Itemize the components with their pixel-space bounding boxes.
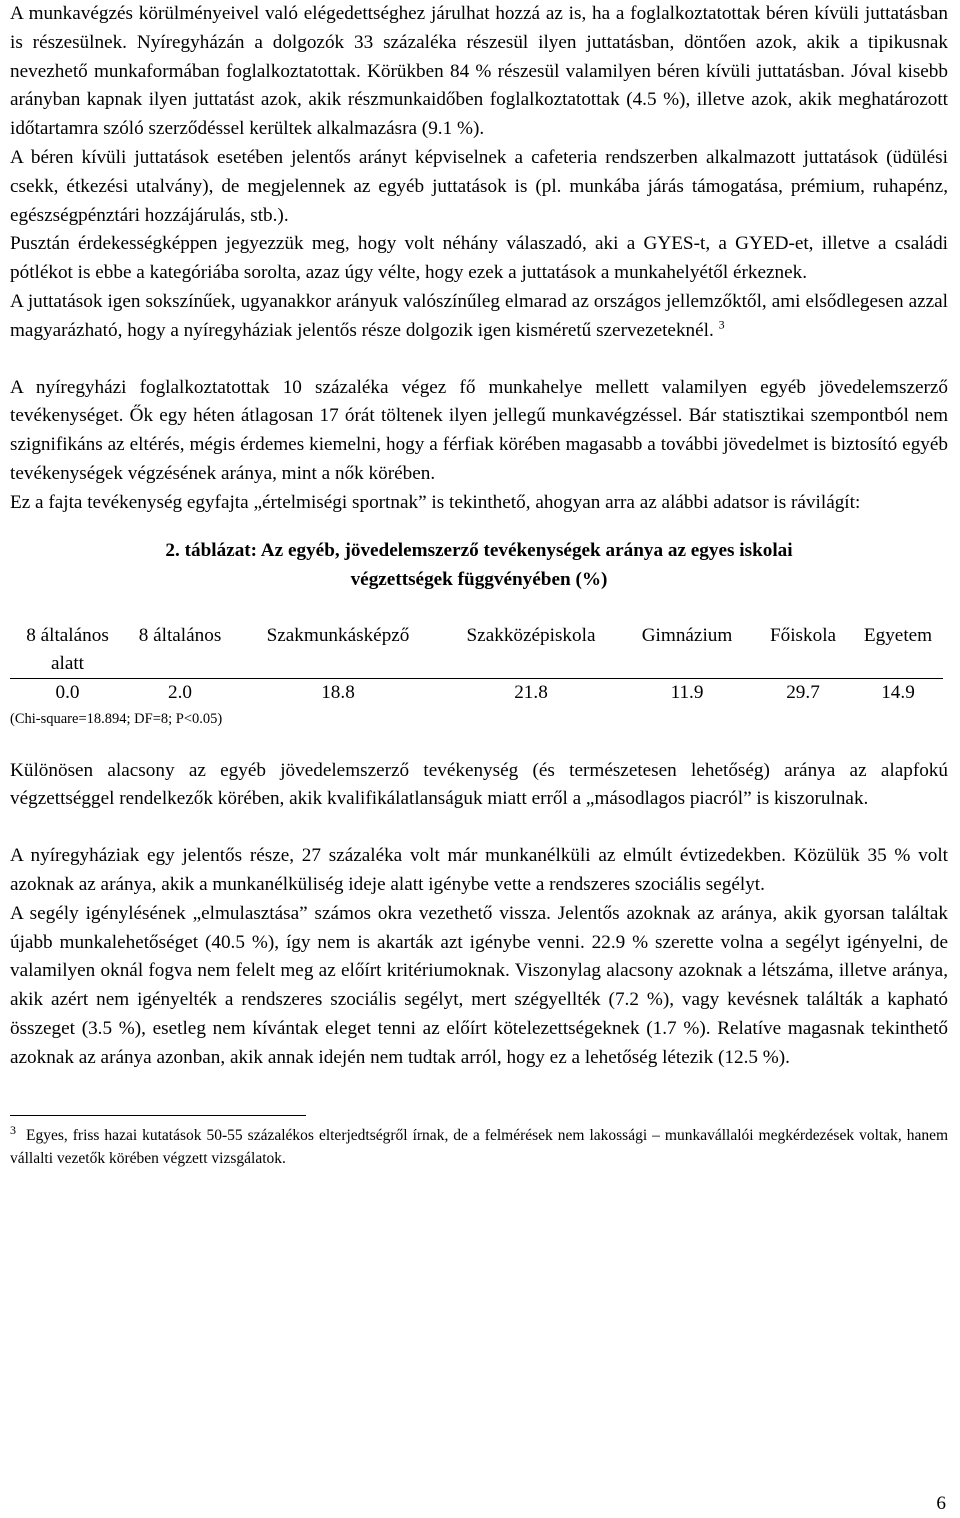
footnote [10,1124,948,1170]
paragraph: A segély igénylésének „elmulasztása” számos okra vezethető vissza. Jelentős azoknak az aránya, akik gyorsan találtak újabb munkalehetőséget (40.5 %), így nem is akarták azt igénybe venni. 22.9 % szerette volna a segélyt igényelni, de valamilyen oknál fogva nem felelt meg az előírt kritériumoknak. Viszonylag alacsony azoknak a létszáma, illetve aránya, akik azért nem igényelték a rendszeres szociális segélyt, mert szégyellték (7.2 %), vagy kevésnek találták a kapható összeget (3.5 %), esetleg nem kívántak eleget tenni az előírt kötelezettségeknek (1.7 %). Relatíve magasnak tekinthető azoknak az aránya azonban, akik annak idején nem tudtak arról, hogy ez a lehetőség létezik (12.5 %). [10,902,948,1068]
paragraph: A béren kívüli juttatások esetében jelentős arányt képviselnek a cafeteria rendszerben alkalmazott juttatások (üdülési csekk, étkezési utalvány), de megjelennek az egyéb juttatások is (pl. munkába járás támogatása, prémium, ruhapénz, egészségpénztári hozzájárulás, stb.). [10,146,948,226]
table-header-cell: 8 általános alatt [10,622,125,679]
footnote-number: 3 [10,1122,16,1137]
paragraph: A munkavégzés körülményeivel való elégedettséghez járulhat hozzá az is, ha a foglalkoztatottak béren kívüli juttatásban is részesülnek. Nyíregyházán a dolgozók 33 százaléka részesül ilyen juttatásban, döntően azok, akik a tipikusnak nevezhető munkaformában foglalkoztatottak. Körükben 84 % részesül valamilyen béren kívüli juttatásban. Jóval kisebb arányban kapnak ilyen juttatást azok, akik részmunkaidőben foglalkoztatottak (4.5 %), illetve azok, akik meghatározott időtartamra szóló szerződéssel kerültek alkalmazásra (9.1 %). [10,3,948,140]
table-header-cell: 8 általános [125,622,235,679]
paragraph: A nyíregyháziak egy jelentős része, 27 százaléka volt már munkanélküli az elmúlt évtizedekben. Közülük 35 % volt azoknak az aránya, akik a munkanélküliség ideje alatt igénybe vette a rendszeres szociális segélyt. [10,845,948,895]
education-table [10,622,943,707]
section-low-education [10,757,948,815]
table-header-cell: Egyetem [853,622,943,679]
table-row [10,678,943,707]
paragraph: Ez a fajta tevékenység egyfajta „értelmiségi sportnak” is tekinthető, ahogyan arra az alábbi adatsor is rávilágít: [10,491,861,513]
paragraph: Pusztán érdekességképpen jegyezzük meg, hogy volt néhány válaszadó, aki a GYES-t, a GYED-et, illetve a családi pótlékot is ebbe a kategóriába sorolta, azaz úgy vélte, hogy ezek a juttatások a munkahelyétől érkeznek. [10,233,948,284]
table-header-cell: Főiskola [753,622,853,679]
table-header-cell: Gimnázium [621,622,753,679]
footnote-divider [10,1115,306,1116]
table-header-cell: Szakmunkásképző [235,622,441,679]
table-cell: 14.9 [881,681,915,703]
table-header-row [10,622,943,679]
table-caption [10,536,948,594]
table-cell: 21.8 [514,681,548,703]
paragraph [10,288,948,346]
paragraph-text: A juttatások igen sokszínűek, ugyanakkor arányuk valószínűleg elmarad az országos jellemzőktől, ami elsődlegesen azzal magyarázható, hogy a nyíregyháziak jelentős része dolgozik igen kisméretű szervezeteknél. [10,290,948,341]
section-benefits [10,0,948,346]
section-unemployment [10,842,948,1072]
paragraph: A nyíregyházi foglalkoztatottak 10 százaléka végez fő munkahelye mellett valamilyen egyéb jövedelemszerző tevékenységet. Ők egy héten átlagosan 17 órát töltenek ilyen jellegű munkavégzéssel. Bár statisztikai szempontból nem szignifikáns az eltérés, mégis érdemes kiemelni, hogy a férfiak körében magasabb a további jövedelmet is biztosító egyéb tevékenységek végzésének aránya, mint a nők körében. [10,376,948,484]
footnote-reference: 3 [718,317,725,332]
table-caption-line: 2. táblázat: Az egyéb, jövedelemszerző tevékenységek aránya az egyes iskolai [165,539,793,561]
table-cell: 0.0 [55,681,80,703]
table-cell: 18.8 [321,681,355,703]
table-caption-line: végzettségek függvényében (%) [350,568,608,590]
document-page [10,0,948,1170]
table-header-cell: Szakközépiskola [441,622,621,679]
table-cell: 11.9 [670,681,704,703]
footnote-text: Egyes, friss hazai kutatások 50-55 százalékos elterjedtségről írnak, de a felmérések nem lakossági – munkavállalói megkérdezések voltak, hanem vállalti vezetők körében végzett vizsgálatok. [10,1126,949,1167]
section-side-income [10,374,948,518]
table-stat-note: (Chi-square=18.894; DF=8; P<0.05) [10,710,223,727]
table-cell: 29.7 [786,681,820,703]
page-number: 6 [936,1493,946,1514]
paragraph: Különösen alacsony az egyéb jövedelemszerző tevékenység (és természetesen lehetőség) aránya az alapfokú végzettséggel rendelkezők körében, akik kvalifikálatlanságuk miatt erről a „másodlagos piacról” is kiszorulnak. [10,759,948,810]
table-cell: 2.0 [168,681,192,703]
